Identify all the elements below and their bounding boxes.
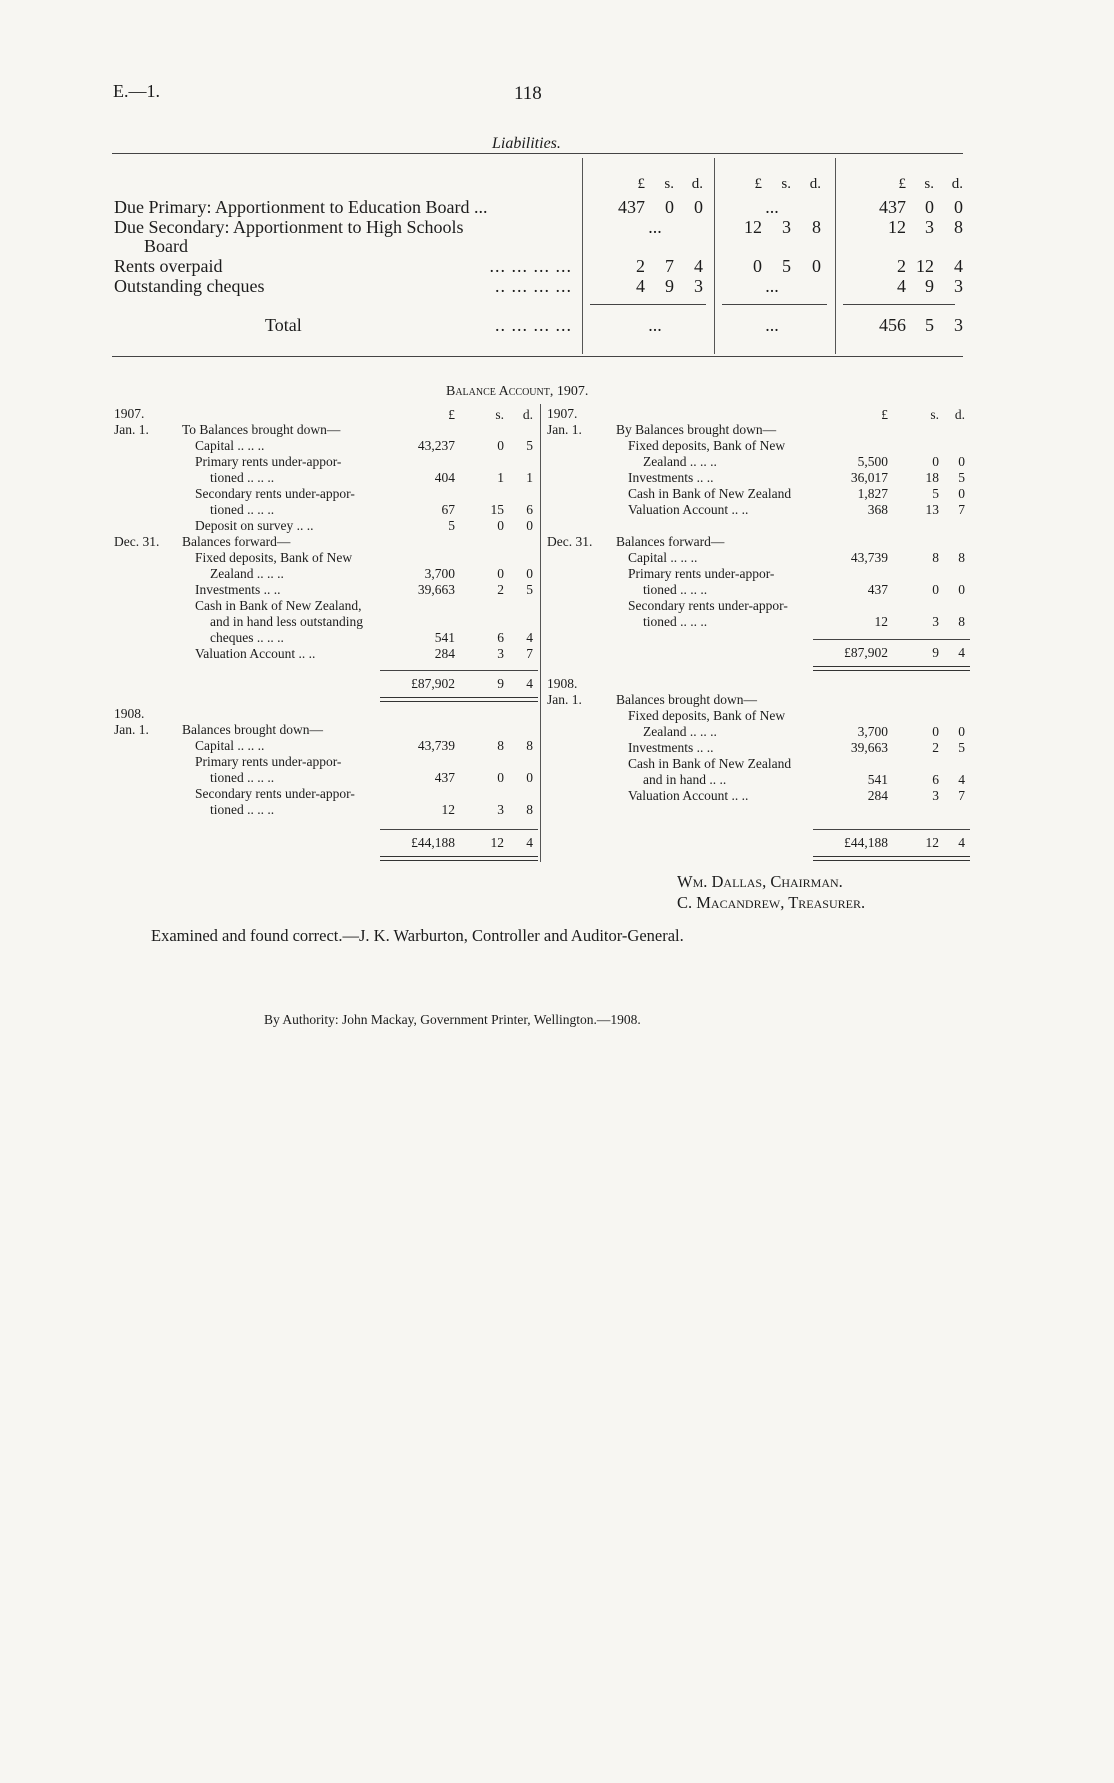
amount-shillings: 12 xyxy=(916,256,934,276)
nil-value: ... xyxy=(765,276,779,296)
total-label: Total xyxy=(265,315,302,335)
entry-text: Cash in Bank of New Zealand xyxy=(628,486,792,501)
total-pence: 4 xyxy=(526,835,533,850)
amount-pence: 0 xyxy=(954,197,963,217)
total-pounds: 456 xyxy=(879,315,906,335)
entry-text: Fixed deposits, Bank of New xyxy=(628,708,786,723)
amount-shillings: 2 xyxy=(932,740,939,755)
amount-pounds: 284 xyxy=(434,646,455,661)
column-head-pounds: £ xyxy=(898,176,906,192)
total-rule xyxy=(380,829,538,830)
column-head-pence: d. xyxy=(954,407,965,422)
entry-text: Cash in Bank of New Zealand, xyxy=(195,598,362,613)
amount-shillings: 15 xyxy=(490,502,504,517)
entry-date: Jan. 1. xyxy=(547,422,582,437)
balance-account-title: Balance Account, 1907. xyxy=(446,384,589,399)
amount-pence: 5 xyxy=(526,438,533,453)
amount-pounds: 4 xyxy=(897,276,906,296)
printer-imprint: By Authority: John Mackay, Government Printer, Wellington.—1908. xyxy=(264,1012,641,1027)
amount-pounds: 2 xyxy=(897,256,906,276)
total-shillings: 12 xyxy=(925,835,939,850)
entry-text: Primary rents under-appor- xyxy=(195,454,342,469)
entry-text: and in hand less outstanding xyxy=(210,614,363,629)
total-double-rule xyxy=(380,697,538,702)
amount-pence: 7 xyxy=(958,788,965,803)
liability-label: Due Secondary: Apportionment to High Schools xyxy=(114,217,464,237)
entry-text: Capital .. .. .. xyxy=(195,438,265,453)
amount-shillings: 3 xyxy=(932,614,939,629)
amount-shillings: 3 xyxy=(932,788,939,803)
amount-pence: 0 xyxy=(812,256,821,276)
total-pounds: £44,188 xyxy=(844,835,888,850)
amount-pence: 6 xyxy=(526,502,533,517)
amount-shillings: 0 xyxy=(932,582,939,597)
amount-pence: 7 xyxy=(958,502,965,517)
entry-date: Jan. 1. xyxy=(547,692,582,707)
total-shillings: 9 xyxy=(497,676,504,691)
entry-text: Valuation Account .. .. xyxy=(628,788,749,803)
entry-text: Primary rents under-appor- xyxy=(628,566,775,581)
amount-shillings: 8 xyxy=(932,550,939,565)
entry-text: Zealand .. .. .. xyxy=(643,454,717,469)
treasurer-signature: C. Macandrew, Treasurer. xyxy=(677,893,866,912)
entry-date: Dec. 31. xyxy=(547,534,593,549)
total-double-rule xyxy=(813,666,970,671)
entry-date: Dec. 31. xyxy=(114,534,160,549)
entry-text: Balances forward— xyxy=(616,534,725,549)
page-number: 118 xyxy=(514,83,542,104)
balance-center-rule xyxy=(540,404,541,862)
liabilities-top-rule xyxy=(112,153,963,154)
amount-shillings: 18 xyxy=(925,470,939,485)
entry-text: tioned .. .. .. xyxy=(210,470,275,485)
amount-pence: 4 xyxy=(526,630,533,645)
entry-text: Investments .. .. xyxy=(195,582,281,597)
total-double-rule xyxy=(813,856,970,861)
entry-text: Secondary rents under-appor- xyxy=(628,598,788,613)
liability-label: Outstanding cheques xyxy=(114,276,265,296)
entry-date: 1907. xyxy=(547,406,578,421)
amount-pence: 8 xyxy=(958,614,965,629)
entry-text: Capital .. .. .. xyxy=(628,550,698,565)
amount-shillings: 6 xyxy=(932,772,939,787)
total-rule xyxy=(380,670,538,671)
entry-text: Balances forward— xyxy=(182,534,291,549)
entry-text: Fixed deposits, Bank of New xyxy=(195,550,353,565)
entry-text: Cash in Bank of New Zealand xyxy=(628,756,792,771)
liability-label: Rents overpaid xyxy=(114,256,223,276)
entry-text: tioned .. .. .. xyxy=(210,802,275,817)
liability-label: Due Primary: Apportionment to Education Board ... xyxy=(114,197,488,217)
amount-pence: 8 xyxy=(954,217,963,237)
nil-value: ... xyxy=(648,217,662,237)
entry-text: tioned .. .. .. xyxy=(643,582,708,597)
amount-pence: 0 xyxy=(958,724,965,739)
entry-text: Valuation Account .. .. xyxy=(195,646,316,661)
amount-pounds: 4 xyxy=(636,276,645,296)
amount-shillings: 5 xyxy=(932,486,939,501)
amount-pence: 3 xyxy=(954,276,963,296)
leader-dots: .. ... ... ... xyxy=(495,315,572,335)
amount-pence: 0 xyxy=(526,770,533,785)
entry-text: tioned .. .. .. xyxy=(643,614,708,629)
entry-text: Investments .. .. xyxy=(628,470,714,485)
amount-pounds: 3,700 xyxy=(857,724,888,739)
nil-value: ... xyxy=(765,315,779,335)
entry-date: 1908. xyxy=(114,706,145,721)
amount-pence: 3 xyxy=(694,276,703,296)
amount-pence: 8 xyxy=(958,550,965,565)
amount-pounds: 12 xyxy=(441,802,455,817)
leader-dots: ... ... ... ... xyxy=(489,256,572,276)
amount-pence: 0 xyxy=(958,582,965,597)
amount-pence: 8 xyxy=(812,217,821,237)
amount-pence: 8 xyxy=(526,738,533,753)
entry-text: By Balances brought down— xyxy=(616,422,777,437)
entry-text: Investments .. .. xyxy=(628,740,714,755)
amount-pence: 0 xyxy=(958,486,965,501)
amount-pounds: 5 xyxy=(448,518,455,533)
entry-text: tioned .. .. .. xyxy=(210,502,275,517)
document-reference: E.—1. xyxy=(113,81,160,101)
column-head-shillings: s. xyxy=(924,176,934,192)
amount-shillings: 7 xyxy=(665,256,674,276)
amount-pounds: 437 xyxy=(867,582,888,597)
amount-shillings: 9 xyxy=(925,276,934,296)
column-head-pence: d. xyxy=(691,176,703,192)
liabilities-title: Liabilities. xyxy=(492,135,561,152)
column-head-shillings: s. xyxy=(495,407,504,422)
amount-pounds: 5,500 xyxy=(857,454,888,469)
amount-pounds: 3,700 xyxy=(424,566,455,581)
amount-pounds: 43,739 xyxy=(850,550,888,565)
column-head-shillings: s. xyxy=(664,176,674,192)
amount-shillings: 3 xyxy=(782,217,791,237)
amount-pounds: 541 xyxy=(867,772,888,787)
amount-pence: 7 xyxy=(526,646,533,661)
amount-shillings: 9 xyxy=(665,276,674,296)
amount-shillings: 13 xyxy=(925,502,939,517)
chairman-signature: Wm. Dallas, Chairman. xyxy=(677,872,843,891)
entry-text: Valuation Account .. .. xyxy=(628,502,749,517)
entry-text: and in hand .. .. xyxy=(643,772,727,787)
amount-pounds: 36,017 xyxy=(850,470,888,485)
column-head-shillings: s. xyxy=(781,176,791,192)
column-head-pence: d. xyxy=(951,176,963,192)
amount-pounds: 67 xyxy=(441,502,455,517)
amount-shillings: 3 xyxy=(497,802,504,817)
amount-pounds: 437 xyxy=(879,197,906,217)
amount-shillings: 2 xyxy=(497,582,504,597)
amount-shillings: 0 xyxy=(932,454,939,469)
entry-text: Balances brought down— xyxy=(616,692,757,707)
amount-pounds: 39,663 xyxy=(417,582,455,597)
amount-pence: 1 xyxy=(526,470,533,485)
liabilities-column-rule xyxy=(835,158,836,354)
entry-date: 1907. xyxy=(114,406,145,421)
amount-pence: 0 xyxy=(694,197,703,217)
entry-text: Zealand .. .. .. xyxy=(210,566,284,581)
amount-pounds: 12 xyxy=(874,614,888,629)
nil-value: ... xyxy=(648,315,662,335)
amount-pounds: 284 xyxy=(867,788,888,803)
entry-date: Jan. 1. xyxy=(114,722,149,737)
amount-pounds: 12 xyxy=(888,217,906,237)
amount-shillings: 0 xyxy=(665,197,674,217)
total-rule xyxy=(813,829,970,830)
total-pence: 4 xyxy=(958,835,965,850)
amount-pence: 5 xyxy=(958,740,965,755)
amount-pounds: 43,237 xyxy=(417,438,455,453)
amount-pounds: 404 xyxy=(434,470,455,485)
amount-shillings: 3 xyxy=(497,646,504,661)
entry-text: To Balances brought down— xyxy=(182,422,341,437)
entry-text: Secondary rents under-appor- xyxy=(195,486,355,501)
subtotal-rule xyxy=(843,304,955,305)
amount-shillings: 0 xyxy=(932,724,939,739)
total-pounds: £87,902 xyxy=(411,676,455,691)
column-head-pounds: £ xyxy=(637,176,645,192)
subtotal-rule xyxy=(590,304,706,305)
amount-shillings: 6 xyxy=(497,630,504,645)
entry-text: Fixed deposits, Bank of New xyxy=(628,438,786,453)
amount-shillings: 0 xyxy=(925,197,934,217)
amount-pounds: 1,827 xyxy=(857,486,888,501)
total-shillings: 12 xyxy=(490,835,504,850)
liability-label-continued: Board xyxy=(144,236,188,256)
amount-shillings: 1 xyxy=(497,470,504,485)
entry-date: Jan. 1. xyxy=(114,422,149,437)
total-shillings: 9 xyxy=(932,645,939,660)
amount-pounds: 43,739 xyxy=(417,738,455,753)
total-pounds: £44,188 xyxy=(411,835,455,850)
amount-shillings: 0 xyxy=(497,438,504,453)
column-head-shillings: s. xyxy=(930,407,939,422)
leader-dots: .. ... ... ... xyxy=(495,276,572,296)
amount-shillings: 5 xyxy=(782,256,791,276)
amount-pence: 4 xyxy=(694,256,703,276)
entry-text: Balances brought down— xyxy=(182,722,323,737)
nil-value: ... xyxy=(765,197,779,217)
total-double-rule xyxy=(380,856,538,861)
amount-pence: 0 xyxy=(958,454,965,469)
subtotal-rule xyxy=(722,304,827,305)
entry-text: cheques .. .. .. xyxy=(210,630,284,645)
amount-pounds: 368 xyxy=(867,502,888,517)
column-head-pounds: £ xyxy=(754,176,762,192)
entry-text: Capital .. .. .. xyxy=(195,738,265,753)
total-pence: 4 xyxy=(526,676,533,691)
entry-text: Zealand .. .. .. xyxy=(643,724,717,739)
entry-text: Deposit on survey .. .. xyxy=(195,518,314,533)
amount-pence: 8 xyxy=(526,802,533,817)
total-pence: 3 xyxy=(954,315,963,335)
liabilities-column-rule xyxy=(582,158,583,354)
amount-pounds: 2 xyxy=(636,256,645,276)
amount-pounds: 12 xyxy=(744,217,762,237)
amount-pence: 5 xyxy=(526,582,533,597)
total-rule xyxy=(813,639,970,640)
amount-pence: 4 xyxy=(954,256,963,276)
amount-shillings: 0 xyxy=(497,566,504,581)
column-head-pence: d. xyxy=(809,176,821,192)
total-pence: 4 xyxy=(958,645,965,660)
amount-pence: 5 xyxy=(958,470,965,485)
amount-pence: 0 xyxy=(526,518,533,533)
entry-text: Secondary rents under-appor- xyxy=(195,786,355,801)
amount-shillings: 0 xyxy=(497,518,504,533)
amount-shillings: 3 xyxy=(925,217,934,237)
amount-shillings: 0 xyxy=(497,770,504,785)
entry-date: 1908. xyxy=(547,676,578,691)
entry-text: Primary rents under-appor- xyxy=(195,754,342,769)
total-pounds: £87,902 xyxy=(844,645,888,660)
amount-pounds: 39,663 xyxy=(850,740,888,755)
amount-pence: 4 xyxy=(958,772,965,787)
amount-pounds: 437 xyxy=(618,197,645,217)
entry-text: tioned .. .. .. xyxy=(210,770,275,785)
total-shillings: 5 xyxy=(925,315,934,335)
amount-pounds: 541 xyxy=(434,630,455,645)
amount-pence: 0 xyxy=(526,566,533,581)
column-head-pounds: £ xyxy=(881,407,888,422)
amount-pounds: 0 xyxy=(753,256,762,276)
balance-top-rule xyxy=(112,356,963,357)
column-head-pounds: £ xyxy=(448,407,455,422)
column-head-pence: d. xyxy=(522,407,533,422)
auditor-statement: Examined and found correct.—J. K. Warburton, Controller and Auditor-General. xyxy=(151,926,684,945)
liabilities-column-rule xyxy=(714,158,715,354)
amount-shillings: 8 xyxy=(497,738,504,753)
amount-pounds: 437 xyxy=(434,770,455,785)
